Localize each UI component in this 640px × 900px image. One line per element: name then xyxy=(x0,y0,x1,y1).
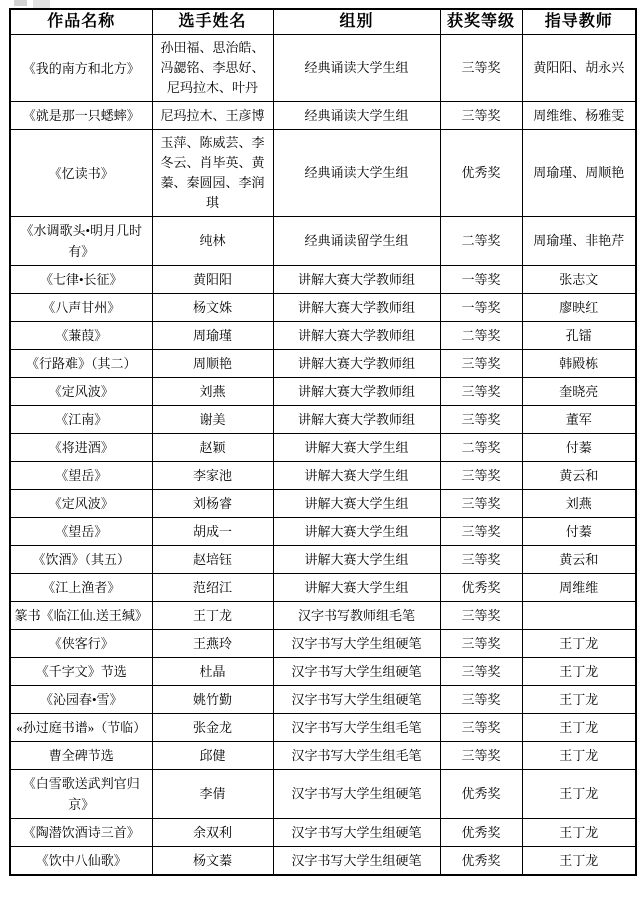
cell-contestants: 孙田福、思治皓、冯勰铭、李思好、尼玛拉木、叶丹 xyxy=(152,35,273,102)
cell-contestants: 谢美 xyxy=(152,406,273,434)
cell-award: 三等奖 xyxy=(440,630,522,658)
cell-work: 《定风波》 xyxy=(10,378,152,406)
table-row xyxy=(10,630,636,658)
cell-work: 《侠客行》 xyxy=(10,630,152,658)
cell-work: 《就是那一只蟋蟀》 xyxy=(10,102,152,130)
cell-group: 汉字书写大学生组硬笔 xyxy=(273,658,440,686)
cell-contestants: 周顺艳 xyxy=(152,350,273,378)
cell-work: 《将进酒》 xyxy=(10,434,152,462)
table-row xyxy=(10,378,636,406)
header-contestants: 选手姓名 xyxy=(152,9,273,35)
cell-work: 《陶潜饮酒诗三首》 xyxy=(10,819,152,847)
cell-instructor: 奎晓亮 xyxy=(522,378,636,406)
table-row xyxy=(10,770,636,819)
table-row xyxy=(10,686,636,714)
cell-work: «孙过庭书谱»（节临） xyxy=(10,714,152,742)
cell-instructor: 孔镭 xyxy=(522,322,636,350)
cell-instructor: 黄云和 xyxy=(522,546,636,574)
cell-contestants: 杨文蓁 xyxy=(152,847,273,876)
header-work-title: 作品名称 xyxy=(10,9,152,35)
cell-instructor: 周维维 xyxy=(522,574,636,602)
table-row xyxy=(10,266,636,294)
cell-work: 《七律•长征》 xyxy=(10,266,152,294)
cell-work: 《饮中八仙歌》 xyxy=(10,847,152,876)
cell-award: 三等奖 xyxy=(440,406,522,434)
cell-work: 《蒹葭》 xyxy=(10,322,152,350)
cell-instructor: 黄阳阳、胡永兴 xyxy=(522,35,636,102)
cell-group: 汉字书写大学生组硬笔 xyxy=(273,770,440,819)
cell-group: 讲解大赛大学生组 xyxy=(273,434,440,462)
scan-artifact xyxy=(14,0,27,6)
cell-group: 讲解大赛大学生组 xyxy=(273,574,440,602)
table-row xyxy=(10,217,636,266)
cell-group: 讲解大赛大学教师组 xyxy=(273,322,440,350)
cell-work: 《八声甘州》 xyxy=(10,294,152,322)
cell-contestants: 纯林 xyxy=(152,217,273,266)
cell-contestants: 赵颖 xyxy=(152,434,273,462)
cell-award: 三等奖 xyxy=(440,462,522,490)
cell-contestants: 李家池 xyxy=(152,462,273,490)
cell-award: 三等奖 xyxy=(440,518,522,546)
cell-contestants: 赵培钰 xyxy=(152,546,273,574)
cell-instructor: 刘燕 xyxy=(522,490,636,518)
cell-award: 优秀奖 xyxy=(440,574,522,602)
cell-award: 优秀奖 xyxy=(440,847,522,876)
cell-instructor: 王丁龙 xyxy=(522,770,636,819)
cell-award: 三等奖 xyxy=(440,350,522,378)
cell-award: 三等奖 xyxy=(440,490,522,518)
cell-instructor xyxy=(522,602,636,630)
cell-instructor: 王丁龙 xyxy=(522,819,636,847)
table-row xyxy=(10,602,636,630)
cell-instructor: 廖映红 xyxy=(522,294,636,322)
cell-group: 汉字书写大学生组硬笔 xyxy=(273,847,440,876)
cell-group: 讲解大赛大学教师组 xyxy=(273,266,440,294)
cell-contestants: 王丁龙 xyxy=(152,602,273,630)
cell-work: 《望岳》 xyxy=(10,518,152,546)
table-row xyxy=(10,742,636,770)
cell-contestants: 周瑜瑾 xyxy=(152,322,273,350)
cell-group: 汉字书写大学生组硬笔 xyxy=(273,686,440,714)
table-row xyxy=(10,322,636,350)
cell-instructor: 王丁龙 xyxy=(522,686,636,714)
table-row xyxy=(10,350,636,378)
table-row xyxy=(10,102,636,130)
table-row xyxy=(10,847,636,876)
cell-award: 三等奖 xyxy=(440,742,522,770)
cell-award: 一等奖 xyxy=(440,266,522,294)
cell-group: 讲解大赛大学教师组 xyxy=(273,406,440,434)
cell-contestants: 张金龙 xyxy=(152,714,273,742)
cell-award: 三等奖 xyxy=(440,35,522,102)
table-header-row xyxy=(10,9,636,35)
cell-contestants: 李倩 xyxy=(152,770,273,819)
cell-work: 《沁园春•雪》 xyxy=(10,686,152,714)
cell-award: 优秀奖 xyxy=(440,130,522,217)
table-row xyxy=(10,294,636,322)
header-instructor: 指导教师 xyxy=(522,9,636,35)
table-row xyxy=(10,462,636,490)
cell-contestants: 胡成一 xyxy=(152,518,273,546)
cell-group: 经典诵读大学生组 xyxy=(273,102,440,130)
cell-instructor: 周瑜瑾、非艳芹 xyxy=(522,217,636,266)
cell-award: 三等奖 xyxy=(440,602,522,630)
cell-work: 篆书《临江仙.送王缄》 xyxy=(10,602,152,630)
cell-contestants: 尼玛拉木、王彦博 xyxy=(152,102,273,130)
table-row xyxy=(10,35,636,102)
cell-group: 讲解大赛大学生组 xyxy=(273,490,440,518)
cell-group: 汉字书写教师组毛笔 xyxy=(273,602,440,630)
table-row xyxy=(10,490,636,518)
cell-group: 讲解大赛大学生组 xyxy=(273,462,440,490)
cell-group: 经典诵读大学生组 xyxy=(273,35,440,102)
cell-work: 《饮酒》（其五） xyxy=(10,546,152,574)
cell-work: 《千字文》节选 xyxy=(10,658,152,686)
cell-award: 优秀奖 xyxy=(440,819,522,847)
cell-instructor: 黄云和 xyxy=(522,462,636,490)
cell-work: 《望岳》 xyxy=(10,462,152,490)
cell-instructor: 韩殿栋 xyxy=(522,350,636,378)
cell-award: 三等奖 xyxy=(440,658,522,686)
header-group: 组别 xyxy=(273,9,440,35)
cell-work: 《行路难》（其二） xyxy=(10,350,152,378)
cell-group: 讲解大赛大学生组 xyxy=(273,546,440,574)
cell-work: 《忆读书》 xyxy=(10,130,152,217)
cell-group: 汉字书写大学生组毛笔 xyxy=(273,742,440,770)
cell-work: 《江上渔者》 xyxy=(10,574,152,602)
cell-award: 一等奖 xyxy=(440,294,522,322)
cell-work: 《定风波》 xyxy=(10,490,152,518)
cell-contestants: 刘杨睿 xyxy=(152,490,273,518)
cell-contestants: 余双利 xyxy=(152,819,273,847)
table-row xyxy=(10,518,636,546)
cell-contestants: 王燕玲 xyxy=(152,630,273,658)
cell-instructor: 付蓁 xyxy=(522,434,636,462)
cell-contestants: 刘燕 xyxy=(152,378,273,406)
cell-contestants: 杜晶 xyxy=(152,658,273,686)
table-row xyxy=(10,546,636,574)
cell-award: 三等奖 xyxy=(440,378,522,406)
cell-instructor: 周瑜瑾、周顺艳 xyxy=(522,130,636,217)
cell-contestants: 姚竹勤 xyxy=(152,686,273,714)
cell-instructor: 王丁龙 xyxy=(522,714,636,742)
cell-instructor: 付蓁 xyxy=(522,518,636,546)
cell-group: 讲解大赛大学生组 xyxy=(273,518,440,546)
table-row xyxy=(10,658,636,686)
cell-work: 《白雪歌送武判官归京》 xyxy=(10,770,152,819)
table-row xyxy=(10,714,636,742)
table-body xyxy=(10,35,636,876)
cell-contestants: 范绍江 xyxy=(152,574,273,602)
cell-contestants: 杨文姝 xyxy=(152,294,273,322)
table-row xyxy=(10,819,636,847)
award-results-table xyxy=(9,8,637,876)
cell-contestants: 玉萍、陈威芸、李冬云、肖毕英、黄蓁、秦圆园、李润琪 xyxy=(152,130,273,217)
scan-artifact xyxy=(33,0,50,8)
cell-work: 曹全碑节选 xyxy=(10,742,152,770)
cell-award: 二等奖 xyxy=(440,322,522,350)
cell-work: 《我的南方和北方》 xyxy=(10,35,152,102)
cell-group: 经典诵读大学生组 xyxy=(273,130,440,217)
cell-instructor: 王丁龙 xyxy=(522,630,636,658)
cell-award: 二等奖 xyxy=(440,434,522,462)
table-row xyxy=(10,130,636,217)
cell-work: 《水调歌头•明月几时有》 xyxy=(10,217,152,266)
cell-group: 讲解大赛大学教师组 xyxy=(273,378,440,406)
cell-award: 三等奖 xyxy=(440,686,522,714)
header-award-level: 获奖等级 xyxy=(440,9,522,35)
cell-group: 讲解大赛大学教师组 xyxy=(273,350,440,378)
table-row xyxy=(10,406,636,434)
cell-award: 三等奖 xyxy=(440,102,522,130)
cell-contestants: 邱健 xyxy=(152,742,273,770)
cell-group: 汉字书写大学生组毛笔 xyxy=(273,714,440,742)
cell-award: 二等奖 xyxy=(440,217,522,266)
cell-instructor: 王丁龙 xyxy=(522,742,636,770)
cell-contestants: 黄阳阳 xyxy=(152,266,273,294)
cell-award: 三等奖 xyxy=(440,714,522,742)
cell-group: 讲解大赛大学教师组 xyxy=(273,294,440,322)
cell-instructor: 董军 xyxy=(522,406,636,434)
cell-group: 经典诵读留学生组 xyxy=(273,217,440,266)
cell-instructor: 周维维、杨雅雯 xyxy=(522,102,636,130)
cell-instructor: 张志文 xyxy=(522,266,636,294)
cell-instructor: 王丁龙 xyxy=(522,658,636,686)
table-row xyxy=(10,434,636,462)
cell-award: 三等奖 xyxy=(440,546,522,574)
cell-award: 优秀奖 xyxy=(440,770,522,819)
cell-group: 汉字书写大学生组硬笔 xyxy=(273,819,440,847)
cell-instructor: 王丁龙 xyxy=(522,847,636,876)
table-row xyxy=(10,574,636,602)
cell-work: 《江南》 xyxy=(10,406,152,434)
cell-group: 汉字书写大学生组硬笔 xyxy=(273,630,440,658)
